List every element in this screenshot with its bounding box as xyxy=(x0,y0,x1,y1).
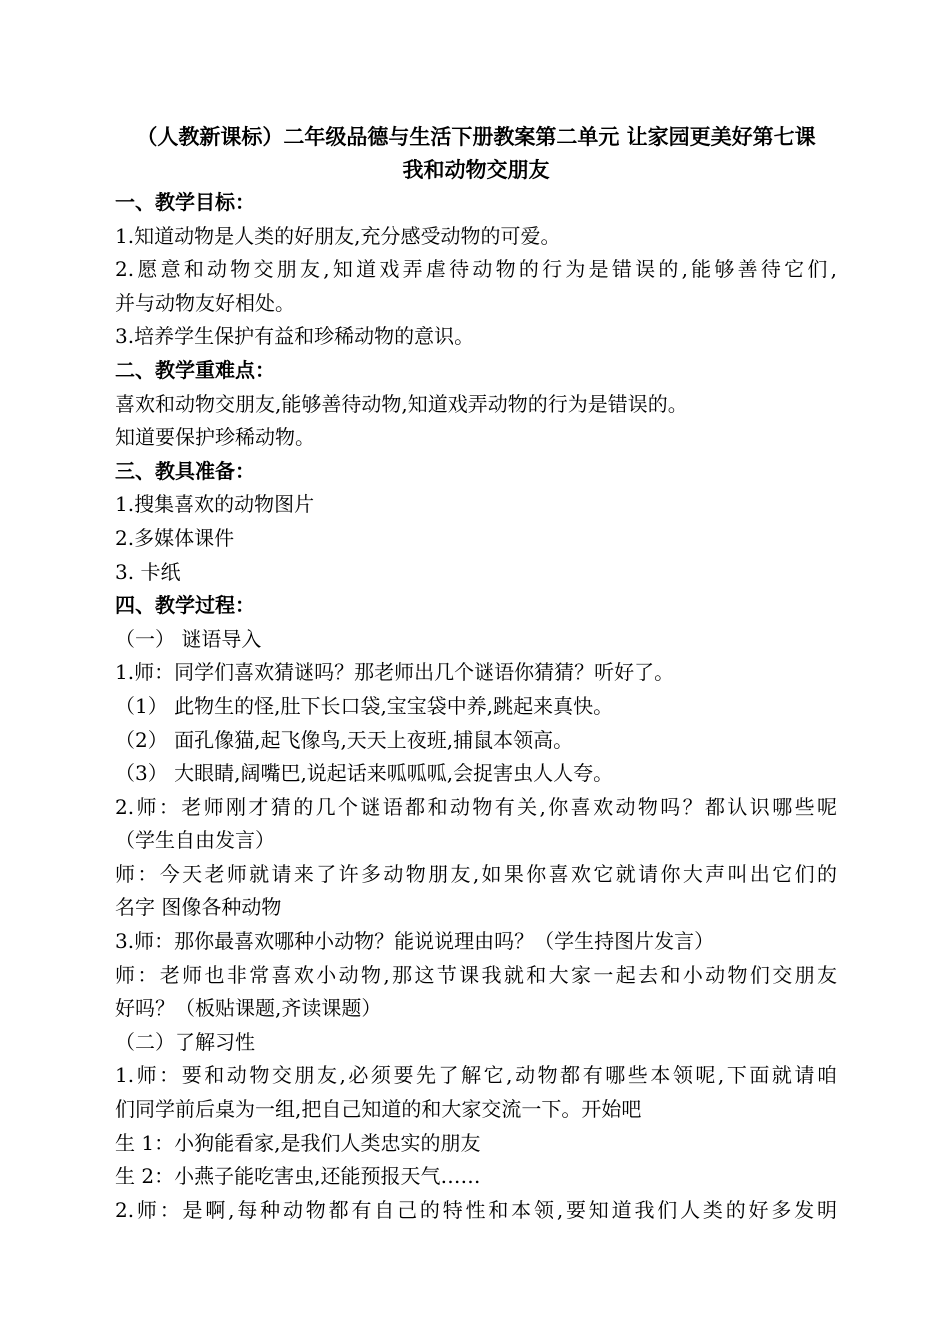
text-line: 生 2：小燕子能吃害虫,还能预报天气…… xyxy=(115,1164,481,1189)
text-line: 知道要保护珍稀动物。 xyxy=(115,425,315,450)
text-line: （2） 面孔像猫,起飞像鸟,天天上夜班,捕鼠本领高。 xyxy=(115,727,574,752)
text-line: （二）了解习性 xyxy=(115,1029,255,1054)
text-line: 2.师：老师刚才猜的几个谜语都和动物有关,你喜欢动物吗？都认识哪些呢 xyxy=(115,794,837,819)
title-line-2: 我和动物交朋友 xyxy=(402,157,550,182)
text-line: 1.搜集喜欢的动物图片 xyxy=(115,492,315,517)
text-line: 3.师：那你最喜欢哪种小动物？能说说理由吗？（学生持图片发言） xyxy=(115,929,715,954)
text-line: （1） 此物生的怪,肚下长口袋,宝宝袋中养,跳起来真快。 xyxy=(115,693,614,718)
text-line: 2.多媒体课件 xyxy=(115,525,235,550)
section-heading: 一、教学目标： xyxy=(115,190,255,214)
title-line-1: （人教新课标）二年级品德与生活下册教案第二单元 让家园更美好第七课 xyxy=(136,124,816,149)
section-heading: 二、教学重难点： xyxy=(115,357,275,382)
text-line: （学生自由发言） xyxy=(115,828,275,853)
text-line: 喜欢和动物交朋友,能够善待动物,知道戏弄动物的行为是错误的。 xyxy=(115,391,688,416)
text-line: 并与动物友好相处。 xyxy=(115,290,295,315)
text-line: 师：老师也非常喜欢小动物,那这节课我就和大家一起去和小动物们交朋友 xyxy=(115,962,837,987)
text-line: 1.知道动物是人类的好朋友,充分感受动物的可爱。 xyxy=(115,223,561,248)
text-line: 2.愿意和动物交朋友,知道戏弄虐待动物的行为是错误的,能够善待它们, xyxy=(115,257,837,282)
document-body xyxy=(115,186,837,1227)
text-line: 名字 图像各种动物 xyxy=(115,895,282,920)
text-line: 1.师：要和动物交朋友,必须要先了解它,动物都有哪些本领呢,下面就请咱 xyxy=(115,1063,837,1088)
text-line: （3） 大眼睛,阔嘴巴,说起话来呱呱呱,会捉害虫人人夸。 xyxy=(115,761,614,786)
text-line: 师：今天老师就请来了许多动物朋友,如果你喜欢它就请你大声叫出它们的 xyxy=(115,861,837,886)
section-heading: 三、教具准备： xyxy=(115,458,255,483)
text-line: 3.培养学生保护有益和珍稀动物的意识。 xyxy=(115,324,475,349)
section-heading: 四、教学过程： xyxy=(115,593,255,618)
text-line: 们同学前后桌为一组,把自己知道的和大家交流一下。开始吧 xyxy=(115,1097,642,1122)
text-line: 3. 卡纸 xyxy=(115,559,181,584)
text-line: （一） 谜语导入 xyxy=(115,626,262,651)
document-title xyxy=(115,120,837,186)
text-line: 1.师：同学们喜欢猜谜吗？那老师出几个谜语你猜猜？听好了。 xyxy=(115,660,675,685)
text-line: 好吗？（板贴课题,齐读课题） xyxy=(115,996,382,1021)
text-line: 2.师：是啊,每种动物都有自己的特性和本领,要知道我们人类的好多发明 xyxy=(115,1197,837,1222)
document-page xyxy=(115,120,837,1227)
text-line: 生 1：小狗能看家,是我们人类忠实的朋友 xyxy=(115,1130,481,1155)
